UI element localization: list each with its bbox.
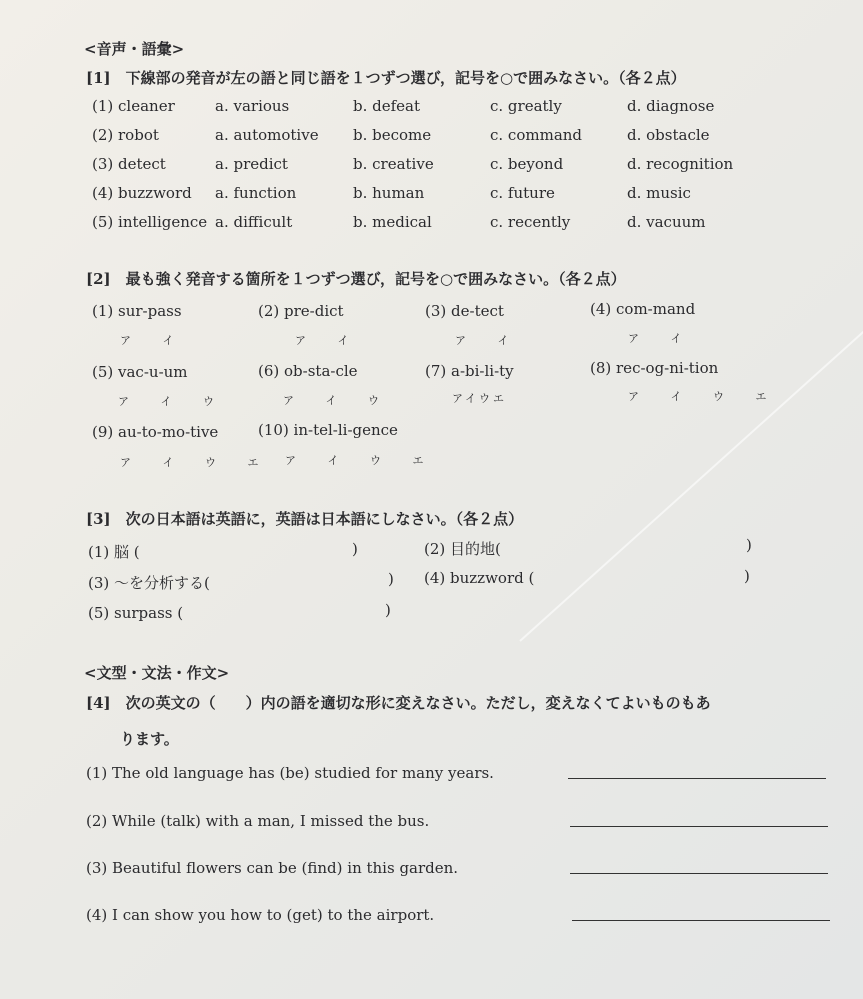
q2-item-10-marks[interactable]: ア イ ウ エ	[285, 454, 438, 467]
q1-row-5-option-b[interactable]: b. medical	[353, 213, 432, 231]
question-4-title-line-1: [4] 次の英文の（ ）内の語を適切な形に変えなさい。ただし，変えなくてよいものもあ	[86, 694, 711, 712]
q2-item-4-marks[interactable]: ア イ	[628, 332, 696, 345]
q3-item-2-close: )	[746, 536, 752, 554]
q2-item-8-word: (8) rec-og-ni-tion	[590, 359, 719, 377]
q3-item-3-prompt: (3) 〜を分析する(	[88, 574, 210, 592]
q4-item-1-answer-line[interactable]	[568, 778, 826, 779]
q2-item-4-word: (4) com-mand	[590, 300, 696, 318]
q2-item-1-marks[interactable]: ア イ	[120, 334, 188, 347]
q2-item-2-marks[interactable]: ア イ	[295, 334, 363, 347]
q1-row-3-option-d[interactable]: d. recognition	[627, 155, 734, 173]
q1-row-3-option-a[interactable]: a. predict	[215, 155, 288, 173]
q3-item-4-prompt: (4) buzzword (	[424, 569, 535, 587]
q4-item-4-answer-line[interactable]	[572, 920, 830, 921]
q2-item-3-marks[interactable]: ア イ	[455, 334, 523, 347]
q4-item-2-text: (2) While (talk) with a man, I missed the bus.	[86, 812, 430, 830]
q1-row-2-option-b[interactable]: b. become	[353, 126, 432, 144]
q1-row-1-option-d[interactable]: d. diagnose	[627, 97, 715, 115]
q1-row-4-option-c[interactable]: c. future	[490, 184, 555, 202]
q2-item-9-marks[interactable]: ア イ ウ エ	[120, 456, 273, 469]
q1-row-5-option-d[interactable]: d. vacuum	[627, 213, 706, 231]
q3-item-2-answer-space[interactable]	[520, 537, 740, 557]
q3-item-3-close: )	[388, 570, 394, 588]
q1-row-2-option-d[interactable]: d. obstacle	[627, 126, 710, 144]
question-1-title: [1] 下線部の発音が左の語と同じ語を１つずつ選び，記号を○で囲みなさい。（各２点）	[86, 69, 686, 87]
q4-item-3-answer-line[interactable]	[570, 873, 828, 874]
q1-row-4-label: (4) buzzword	[92, 184, 192, 202]
paper-crease	[519, 306, 863, 642]
q2-item-7-word: (7) a-bi-li-ty	[425, 362, 514, 380]
question-4-title-line-2: ります。	[120, 730, 179, 748]
q2-item-6-word: (6) ob-sta-cle	[258, 362, 358, 380]
q1-row-1-option-c[interactable]: c. greatly	[490, 97, 562, 115]
q1-row-3-label: (3) detect	[92, 155, 166, 173]
q2-item-8-marks[interactable]: ア イ ウ エ	[628, 390, 781, 403]
q1-row-5-option-c[interactable]: c. recently	[490, 213, 571, 231]
q3-item-4-close: )	[744, 567, 750, 585]
q3-item-1-answer-space[interactable]	[148, 540, 348, 560]
q3-item-5-close: )	[385, 601, 391, 619]
q3-item-5-answer-space[interactable]	[186, 603, 381, 623]
q2-item-7-marks[interactable]: アイウエ	[452, 392, 508, 405]
q1-row-4-option-b[interactable]: b. human	[353, 184, 425, 202]
q3-item-2-prompt: (2) 目的地(	[424, 540, 501, 558]
q1-row-2-option-c[interactable]: c. command	[490, 126, 583, 144]
q3-item-1-close: )	[352, 540, 358, 558]
q3-item-4-answer-space[interactable]	[540, 568, 740, 588]
q3-item-5-prompt: (5) surpass (	[88, 604, 184, 622]
section-title-grammar: <文型・文法・作文>	[84, 664, 230, 682]
q4-item-1-text: (1) The old language has (be) studied for many years.	[86, 764, 494, 782]
q1-row-1-label: (1) cleaner	[92, 97, 175, 115]
section-title-vocab: <音声・語彙>	[84, 40, 185, 58]
q3-item-3-answer-space[interactable]	[232, 571, 382, 591]
q1-row-3-option-b[interactable]: b. creative	[353, 155, 434, 173]
q1-row-2-option-a[interactable]: a. automotive	[215, 126, 319, 144]
q2-item-5-word: (5) vac-u-um	[92, 363, 188, 381]
q1-row-1-option-b[interactable]: b. defeat	[353, 97, 421, 115]
q1-row-2-label: (2) robot	[92, 126, 159, 144]
q1-row-5-label: (5) intelligence	[92, 213, 208, 231]
q1-row-4-option-a[interactable]: a. function	[215, 184, 297, 202]
q3-item-1-prompt: (1) 脳 (	[88, 543, 140, 561]
q2-item-1-word: (1) sur-pass	[92, 302, 182, 320]
q1-row-1-option-a[interactable]: a. various	[215, 97, 290, 115]
q2-item-5-marks[interactable]: ア イ ウ	[118, 395, 228, 408]
question-2-title: [2] 最も強く発音する箇所を１つずつ選び，記号を○で囲みなさい。（各２点）	[86, 270, 626, 288]
q2-item-6-marks[interactable]: ア イ ウ	[283, 394, 393, 407]
q2-item-3-word: (3) de-tect	[425, 302, 504, 320]
q4-item-4-text: (4) I can show you how to (get) to the airport.	[86, 906, 435, 924]
question-3-title: [3] 次の日本語は英語に，英語は日本語にしなさい。（各２点）	[86, 510, 524, 528]
q4-item-3-text: (3) Beautiful flowers can be (find) in this garden.	[86, 859, 459, 877]
q1-row-4-option-d[interactable]: d. music	[627, 184, 691, 202]
q1-row-3-option-c[interactable]: c. beyond	[490, 155, 564, 173]
q4-item-2-answer-line[interactable]	[570, 826, 828, 827]
q1-row-5-option-a[interactable]: a. difficult	[215, 213, 293, 231]
q2-item-2-word: (2) pre-dict	[258, 302, 344, 320]
q2-item-9-word: (9) au-to-mo-tive	[92, 423, 219, 441]
q2-item-10-word: (10) in-tel-li-gence	[258, 421, 398, 439]
